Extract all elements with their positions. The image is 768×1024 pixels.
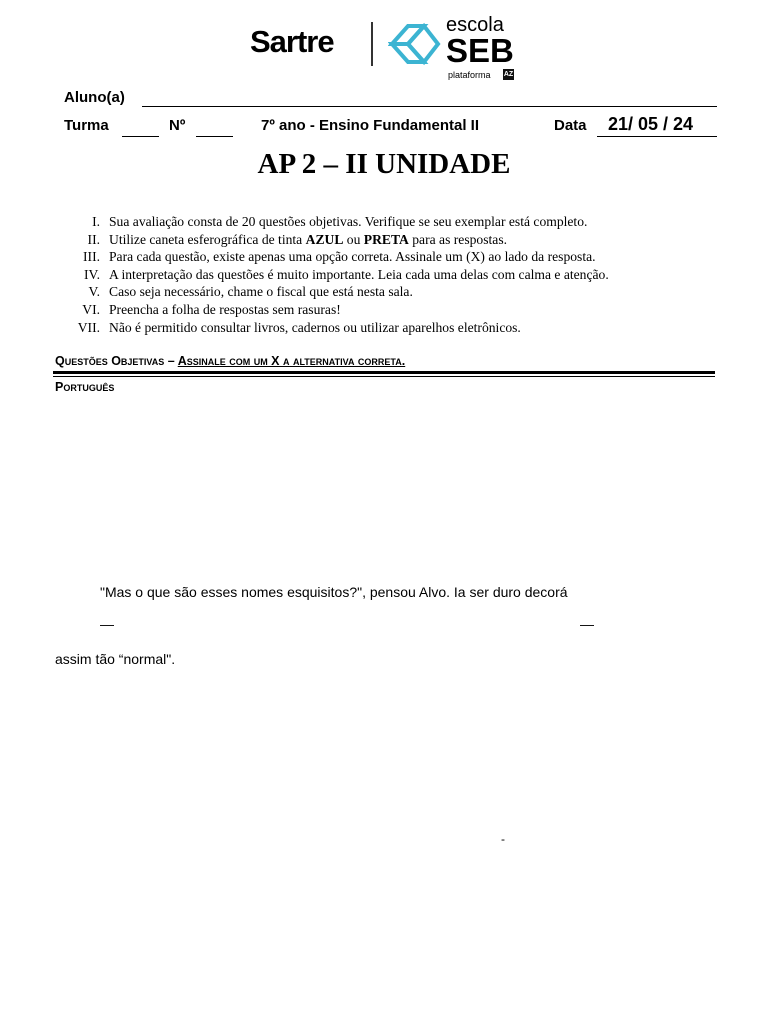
section-heading <box>55 354 405 368</box>
section-rule-thin <box>53 376 715 377</box>
aluno-label: Aluno(a) <box>64 89 125 106</box>
instruction-text-part: Utilize caneta esferográfica de tinta <box>109 231 306 247</box>
passage-dash-right: — <box>580 616 594 632</box>
numero-field[interactable] <box>196 136 233 137</box>
header-logos <box>250 14 520 84</box>
instruction-text-part: para as respostas. <box>408 231 508 247</box>
turma-field[interactable] <box>122 136 159 137</box>
date-field[interactable] <box>597 136 717 137</box>
passage-line: assim tão “normal". <box>55 651 176 667</box>
instruction-number: II. <box>87 231 100 247</box>
logo-divider <box>371 22 373 66</box>
seb-text: SEB <box>446 32 514 69</box>
color-azul: AZUL <box>305 231 344 247</box>
instruction-number: III. <box>83 249 100 265</box>
instruction-number: VII. <box>77 319 100 335</box>
instruction-text: Para cada questão, existe apenas uma opção correta. Assinale um (X) ao lado da resposta. <box>109 249 596 265</box>
instruction-text-part: ou <box>343 231 364 247</box>
instruction-number: IV. <box>84 266 100 282</box>
data-label: Data <box>554 117 587 134</box>
instruction-item <box>62 319 712 337</box>
instruction-text: A interpretação das questões é muito importante. Leia cada uma delas com calma e atenção. <box>109 266 609 282</box>
instruction-number: I. <box>92 214 100 229</box>
instruction-number: VI. <box>82 301 100 317</box>
instruction-item <box>62 231 712 249</box>
turma-label: Turma <box>64 117 109 134</box>
instruction-text: Preencha a folha de respostas sem rasuras! <box>109 301 341 317</box>
grade-text: 7º ano - Ensino Fundamental II <box>261 117 479 134</box>
az-badge: AZ <box>503 71 514 78</box>
seb-logo-icon <box>388 20 442 66</box>
section-rule-thick <box>53 371 715 374</box>
subject-heading: Português <box>55 380 115 394</box>
numero-label: Nº <box>169 117 186 134</box>
instruction-item <box>62 283 712 301</box>
stray-mark: - <box>501 832 505 846</box>
sartre-logo: Sartre <box>250 24 334 59</box>
date-value: 21/ 05 / 24 <box>608 114 694 134</box>
page-title: AP 2 – II UNIDADE <box>257 148 511 180</box>
section-heading-instruction: Assinale com um X a alternativa correta. <box>177 354 406 368</box>
instruction-item <box>62 301 712 319</box>
passage-dash-left: — <box>100 616 114 632</box>
instruction-number: V. <box>88 284 100 300</box>
instruction-item <box>62 213 712 231</box>
instruction-item <box>62 248 712 266</box>
plataforma-text: plataforma <box>448 70 491 80</box>
instruction-text: Não é permitido consultar livros, cadernos ou utilizar aparelhos eletrônicos. <box>109 319 521 335</box>
instructions-list <box>62 213 712 336</box>
instruction-item <box>62 266 712 284</box>
section-heading-title: Questões Objetivas – <box>55 354 178 368</box>
instruction-text <box>109 231 507 249</box>
passage-line: "Mas o que são esses nomes esquisitos?", pensou Alvo. Ia ser duro decorá <box>100 584 568 600</box>
instruction-text: Caso seja necessário, chame o fiscal que está nesta sala. <box>109 284 413 300</box>
escola-text: escola <box>446 14 504 36</box>
color-preta: PRETA <box>363 231 409 247</box>
aluno-field[interactable] <box>142 106 717 107</box>
instruction-text: Sua avaliação consta de 20 questões objetivas. Verifique se seu exemplar está completo. <box>109 214 588 229</box>
